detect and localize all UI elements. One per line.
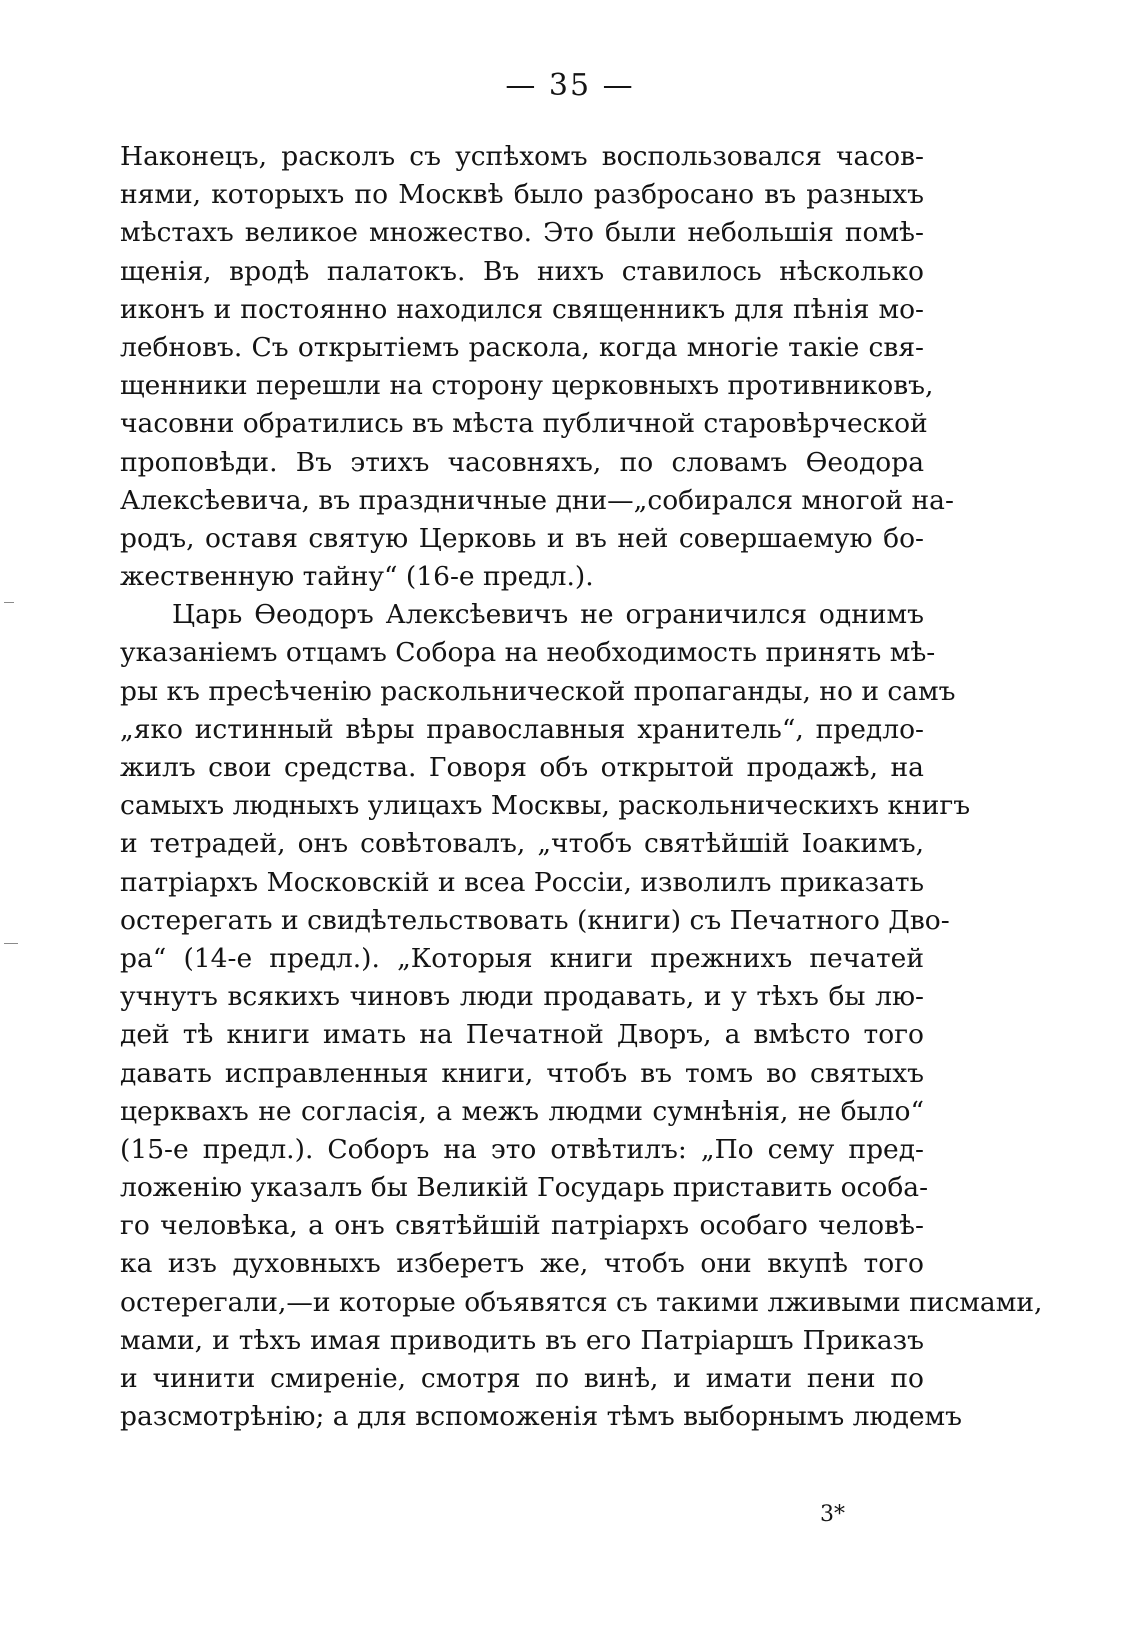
text-line: проповѣди. Въ этихъ часовняхъ, по словамъ Ѳеодора	[120, 446, 924, 478]
text-line: указаніемъ отцамъ Собора на необходимость принять мѣ-	[120, 637, 936, 669]
text-line: мѣстахъ великое множество. Это были небольшія помѣ-	[120, 217, 924, 249]
text-line: церквахъ не согласія, а межъ людми сумнѣнія, не было“	[120, 1095, 924, 1127]
text-line: патріархъ Московскій и всеа Россіи, изволилъ приказать	[120, 866, 924, 898]
text-line: остерегать и свидѣтельствовать (книги) съ Печатного Дво-	[120, 904, 950, 936]
text-line: лебновъ. Съ открытіемъ раскола, когда многіе такіе свя-	[120, 331, 924, 363]
text-line: „яко истинный вѣры православныя хранитель“, предло-	[120, 713, 924, 745]
text-line: давать исправленныя книги, чтобъ въ томъ во святыхъ	[120, 1057, 924, 1089]
text-line: Алексѣевича, въ праздничные дни—„собирался многой на-	[120, 484, 954, 516]
margin-dash-left-bottom	[4, 943, 18, 944]
text-line: остерегали,—и которые объявятся съ такими лживыми писмами,	[120, 1286, 1043, 1318]
margin-dash-left-top	[4, 602, 14, 603]
text-line: го человѣка, а онъ святѣйшій патріархъ особаго человѣ-	[120, 1210, 924, 1242]
text-line: иконъ и постоянно находился священникъ для пѣнія мо-	[120, 293, 924, 325]
text-line: ра“ (14-е предл.). „Которыя книги прежнихъ печатей	[120, 942, 924, 974]
text-line: Царь Ѳеодоръ Алексѣевичъ не ограничился однимъ	[172, 599, 924, 631]
text-line: и тетрадей, онъ совѣтовалъ, „чтобъ святѣйшій Іоакимъ,	[120, 828, 924, 860]
text-line: жилъ свои средства. Говоря объ открытой продажѣ, на	[120, 752, 924, 783]
text-line: часовни обратились въ мѣста публичной старовѣрческой	[120, 408, 928, 440]
text-line: разсмотрѣнію; а для вспоможенія тѣмъ выборнымъ людемъ	[120, 1401, 963, 1433]
text-line: родъ, оставя святую Церковь и въ ней совершаемую бо-	[120, 522, 924, 554]
text-line: и чинити смиреніе, смотря по винѣ, и имати пени по	[120, 1363, 924, 1394]
text-line: (15-е предл.). Соборъ на это отвѣтилъ: „По сему пред-	[120, 1133, 924, 1165]
text-line: Наконецъ, расколъ съ успѣхомъ воспользовался часов-	[120, 141, 924, 172]
text-line: ложенію указалъ бы Великій Государь приставить особа-	[120, 1172, 929, 1204]
body-text	[120, 138, 1043, 1436]
text-line: ры къ пресѣченію раскольнической пропаганды, но и самъ	[120, 675, 956, 707]
text-line: самыхъ людныхъ улицахъ Москвы, раскольническихъ книгъ	[120, 790, 971, 822]
text-line: щенники перешли на сторону церковныхъ противниковъ,	[120, 370, 934, 402]
text-line: учнутъ всякихъ чиновъ люди продавать, и у тѣхъ бы лю-	[120, 981, 924, 1013]
text-line: жественную тайну“ (16-е предл.).	[120, 561, 594, 593]
text-line: дей тѣ книги имать на Печатной Дворъ, а вмѣсто того	[120, 1019, 924, 1051]
paragraph-2	[120, 596, 1043, 1436]
text-line: щенія, вродѣ палатокъ. Въ нихъ ставилось нѣсколько	[120, 255, 924, 287]
page-number: — 35 —	[505, 68, 635, 103]
text-line: мами, и тѣхъ имая приводить въ его Патріаршъ Приказъ	[120, 1324, 924, 1356]
text-line: нями, которыхъ по Москвѣ было разбросано въ разныхъ	[120, 179, 924, 211]
paragraph-1	[120, 138, 954, 596]
text-line: ка изъ духовныхъ изберетъ же, чтобъ они вкупѣ того	[120, 1248, 924, 1280]
signature-mark: 3*	[820, 1502, 845, 1527]
